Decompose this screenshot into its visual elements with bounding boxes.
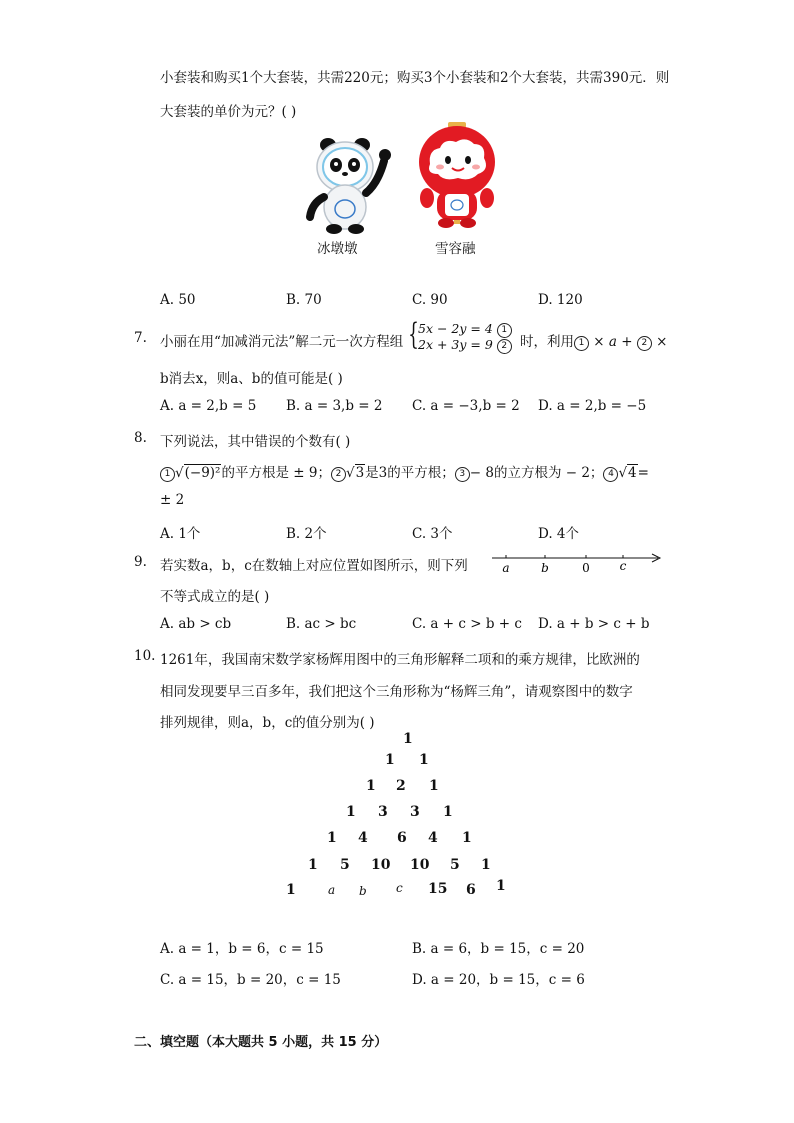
q7-number: 7. [134,330,147,346]
triangle-cell: 3 [378,804,388,820]
circled-number-marker: 1 [160,467,175,482]
q7-equation-1: 5x − 2y = 4 [418,321,493,336]
q10-option-a[interactable]: A. a = 1，b = 6，c = 15 [160,941,324,957]
bing-dwen-dwen-mascot-image [290,125,395,235]
q10-option-d[interactable]: D. a = 20，b = 15，c = 6 [412,972,585,988]
shuey-rhon-rhon-mascot-image [410,120,505,230]
q8-s4-radicand: 4 [628,465,637,481]
q8-statements [160,461,649,482]
triangle-cell: 5 [450,857,460,873]
axis-label-a: a [502,561,510,575]
circled-number-marker: 2 [331,467,346,482]
q7-text-a: 小丽在用“加减消元法”解二元一次方程组 [160,334,404,350]
q8-option-c[interactable]: C. 3个 [412,526,453,542]
circled-number-marker: 3 [455,467,470,482]
q7-option-a[interactable]: A. a = 2,b = 5 [160,398,257,414]
q8-s1-tail: 的平方根是 ± 9； [221,465,331,481]
triangle-cell: 1 [403,731,413,747]
mascot-caption-shuey-rhon-rhon: 雪容融 [435,241,476,257]
triangle-cell: 1 [385,752,395,768]
q6-text-line2: 大套装的单价为元？( ) [160,104,297,120]
triangle-cell: 1 [308,857,318,873]
section-heading-fill-in: 二、填空题（本大题共 5 小题，共 15 分） [134,1035,388,1050]
q8-option-a[interactable]: A. 1个 [160,526,201,542]
triangle-cell: 6 [466,882,476,898]
q6-option-d[interactable]: D. 120 [538,292,583,308]
q7-text-continued [520,330,667,351]
q7-option-d[interactable]: D. a = 2,b = −5 [538,398,647,414]
mascot-caption-bing-dwen-dwen: 冰墩墩 [317,241,358,257]
q8-number: 8. [134,430,147,446]
sqrt-symbol: √ [345,465,355,481]
q10-number: 10. [134,648,156,664]
triangle-cell: 1 [366,778,376,794]
q7-option-c[interactable]: C. a = −3,b = 2 [412,398,520,414]
q7-text-line2: b消去x，则a、b的值可能是( ) [160,371,343,387]
sqrt-symbol: √ [175,465,184,481]
triangle-cell-a: a [328,883,336,897]
q6-option-c[interactable]: C. 90 [412,292,448,308]
q8-option-b[interactable]: B. 2个 [286,526,327,542]
triangle-cell: 3 [410,804,420,820]
sqrt-symbol: √ [618,465,628,481]
triangle-cell: 4 [358,830,368,846]
triangle-cell: 10 [410,857,430,873]
q10-text-line1: 1261年，我国南宋数学家杨辉用图中的三角形解释二项和的乘方规律，比欧洲的 [160,652,640,668]
q8-s4-line2: ± 2 [160,492,185,508]
q7-text-c: × a + [593,334,633,350]
triangle-cell: 1 [286,882,296,898]
q9-option-a[interactable]: A. ab > cb [160,616,232,632]
q7-equation-2: 2x + 3y = 9 [418,337,493,352]
q10-option-c[interactable]: C. a = 15，b = 20，c = 15 [160,972,341,988]
triangle-cell: 15 [428,881,448,897]
number-line-diagram [490,548,665,578]
q10-text-line2: 相同发现要早三百多年，我们把这个三角形称为“杨辉三角”，请观察图中的数字 [160,684,633,700]
triangle-cell: 1 [462,830,472,846]
triangle-cell: 5 [340,857,350,873]
q9-option-c[interactable]: C. a + c > b + c [412,616,522,632]
circled-number-marker: 2 [637,336,652,351]
triangle-cell-c: c [396,881,403,895]
triangle-cell: 1 [443,804,453,820]
circled-number-marker: 1 [574,336,589,351]
q9-option-d[interactable]: D. a + b > c + b [538,616,650,632]
q10-text-line3: 排列规律，则a，b，c的值分别为( ) [160,715,375,731]
q7-equation-system [408,317,512,354]
q8-s3-text: − 8的立方根为 − 2； [469,465,604,481]
q8-text: 下列说法，其中错误的个数有( ) [160,434,351,450]
q6-text-line1: 小套装和购买1个大套装，共需220元；购买3个小套装和2个大套装，共需390元．则 [160,70,670,86]
circled-number-marker: 4 [603,467,618,482]
q9-text-line2: 不等式成立的是( ) [160,589,270,605]
circled-number-marker: 2 [497,339,512,354]
triangle-cell: 1 [419,752,429,768]
q7-option-b[interactable]: B. a = 3,b = 2 [286,398,383,414]
q8-s2-tail: 是3的平方根； [365,465,455,481]
axis-label-c: c [619,559,627,573]
q8-option-d[interactable]: D. 4个 [538,526,580,542]
triangle-cell: 6 [397,830,407,846]
q7-text-d: × [656,334,668,350]
triangle-cell: 4 [428,830,438,846]
circled-number-marker: 1 [497,323,512,338]
q6-option-a[interactable]: A. 50 [160,292,196,308]
q9-option-b[interactable]: B. ac > bc [286,616,357,632]
axis-label-b: b [541,561,549,575]
q9-number: 9. [134,554,147,570]
axis-label-0: 0 [582,561,590,575]
triangle-cell-b: b [359,884,367,898]
triangle-cell: 1 [346,804,356,820]
triangle-cell: 1 [496,878,506,894]
q8-s1-radicand: (−9)² [184,465,221,481]
q8-s2-radicand: 3 [355,465,365,481]
q7-text-b: 时，利用 [520,334,574,350]
triangle-cell: 1 [481,857,491,873]
brace-symbol: { [408,317,419,352]
triangle-cell: 2 [396,778,406,794]
q9-text-line1: 若实数a，b，c在数轴上对应位置如图所示，则下列 [160,558,468,574]
triangle-cell: 1 [327,830,337,846]
triangle-cell: 1 [429,778,439,794]
q10-option-b[interactable]: B. a = 6，b = 15，c = 20 [412,941,585,957]
q8-s4-tail: = [637,465,649,481]
q6-option-b[interactable]: B. 70 [286,292,322,308]
q7-text [160,330,403,350]
triangle-cell: 10 [371,857,391,873]
